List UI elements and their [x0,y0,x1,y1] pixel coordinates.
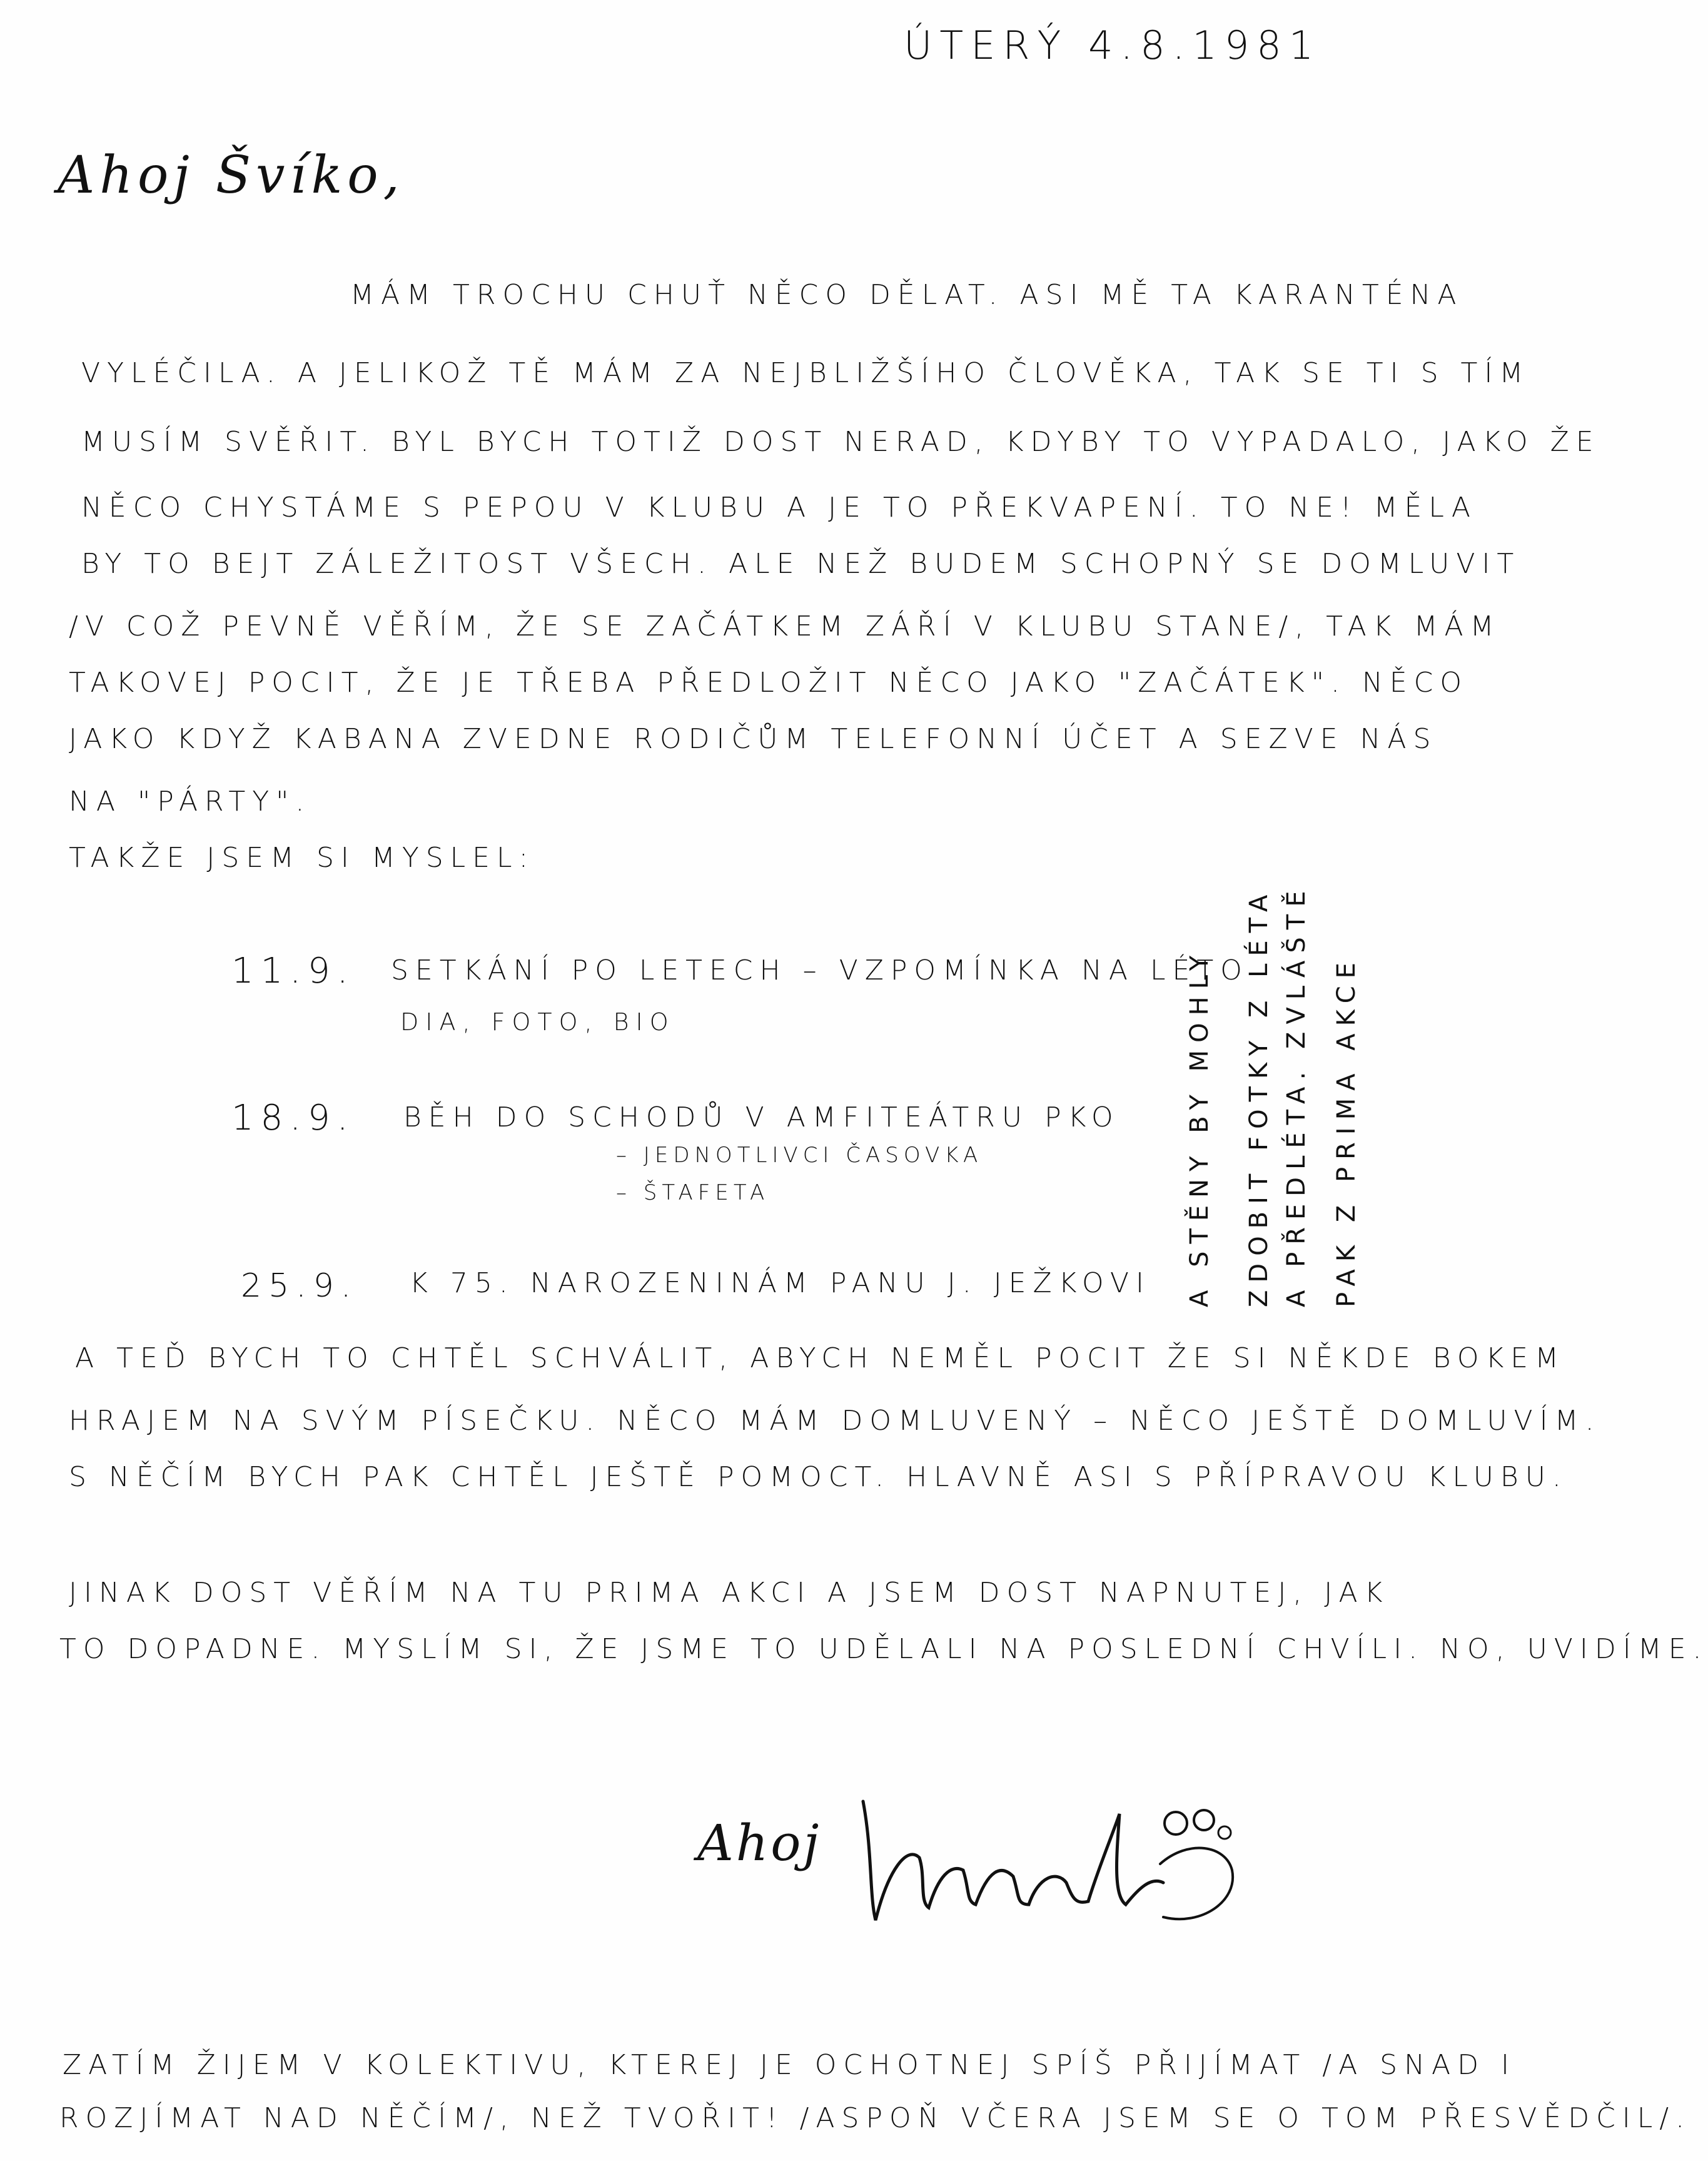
event-date: 25.9. [241,1267,358,1305]
text-line: ZATÍM ŽIJEM V KOLEKTIVU, KTEREJ JE OCHOTNEJ SPÍŠ PŘIJÍMAT /A SNAD I [63,2049,1516,2081]
text-line: TAKOVEJ POCIT, ŽE JE TŘEBA PŘEDLOŽIT NĚCO JAKO "ZAČÁTEK". NĚCO [69,667,1468,699]
signature-scrawl [851,1776,1288,1939]
text-line: JAKO KDYŽ KABANA ZVEDNE RODIČŮM TELEFONNÍ ÚČET A SEZVE NÁS [69,723,1438,755]
side-note-line: ZDOBIT FOTKY Z LÉTA [1245,887,1273,1307]
event-detail: – JEDNOTLIVCI ČASOVKA [616,1143,983,1168]
text-line: TAKŽE JSEM SI MYSLEL: [69,842,535,874]
event-detail: – ŠTAFETA [616,1180,770,1205]
event-title: BĚH DO SCHODŮ V AMFITEÁTRU PKO [403,1101,1120,1133]
text-line: MÁM TROCHU CHUŤ NĚCO DĚLAT. ASI MĚ TA KARANTÉNA [350,279,1463,311]
text-line: NA "PÁRTY". [69,786,311,817]
letter-date: ÚTERÝ 4.8.1981 [904,23,1321,68]
handwritten-signature [851,1776,1288,1941]
text-line: MUSÍM SVĚŘIT. BYL BYCH TOTIŽ DOST NERAD, KDYBY TO VYPADALO, JAKO ŽE [81,426,1600,458]
side-note-line: PAK Z PRIMA AKCE [1332,955,1361,1307]
text-line: BY TO BEJT ZÁLEŽITOST VŠECH. ALE NEŽ BUDEM SCHOPNÝ SE DOMLUVIT [81,548,1521,580]
side-note-line: A STĚNY BY MOHLY [1185,948,1214,1307]
event-title: SETKÁNÍ PO LETECH – VZPOMÍNKA NA LÉTO [391,954,1249,986]
letter-greeting: Ahoj Švíko, [58,146,405,205]
text-line: ROZJÍMAT NAD NĚČÍM/, NEŽ TVOŘIT! /ASPOŇ VČERA JSEM SE O TOM PŘESVĚDČIL/. [59,2102,1692,2134]
side-note-line: A PŘEDLÉTA. ZVLÁŠTĚ [1282,883,1311,1307]
text-line: JINAK DOST VĚŘÍM NA TU PRIMA AKCI A JSEM DOST NAPNUTEJ, JAK [69,1577,1390,1609]
event-date: 18.9. [231,1098,355,1138]
event-title: K 75. NAROZENINÁM PANU J. JEŽKOVI [410,1267,1151,1299]
text-line: VYLÉČILA. A JELIKOŽ TĚ MÁM ZA NEJBLIŽŠÍHO ČLOVĚKA, TAK SE TI S TÍM [81,357,1530,389]
event-detail: DIA, FOTO, BIO [400,1008,675,1036]
text-line: /V COŽ PEVNĚ VĚŘÍM, ŽE SE ZAČÁTKEM ZÁŘÍ V KLUBU STANE/, TAK MÁM [69,610,1501,642]
closing-greeting: Ahoj [697,1814,822,1872]
event-date: 11.9. [231,951,355,991]
text-line: HRAJEM NA SVÝM PÍSEČKU. NĚCO MÁM DOMLUVENÝ – NĚCO JEŠTĚ DOMLUVÍM. [69,1405,1601,1437]
text-line: TO DOPADNE. MYSLÍM SI, ŽE JSME TO UDĚLALI NA POSLEDNÍ CHVÍLI. NO, UVIDÍME. [59,1633,1708,1665]
text-line: A TEĎ BYCH TO CHTĚL SCHVÁLIT, ABYCH NEMĚL POCIT ŽE SI NĚKDE BOKEM [75,1342,1566,1374]
text-line: NĚCO CHYSTÁME S PEPOU V KLUBU A JE TO PŘEKVAPENÍ. TO NE! MĚLA [81,492,1477,524]
text-line: S NĚČÍM BYCH PAK CHTĚL JEŠTĚ POMOCT. HLAVNĚ ASI S PŘÍPRAVOU KLUBU. [69,1461,1568,1493]
